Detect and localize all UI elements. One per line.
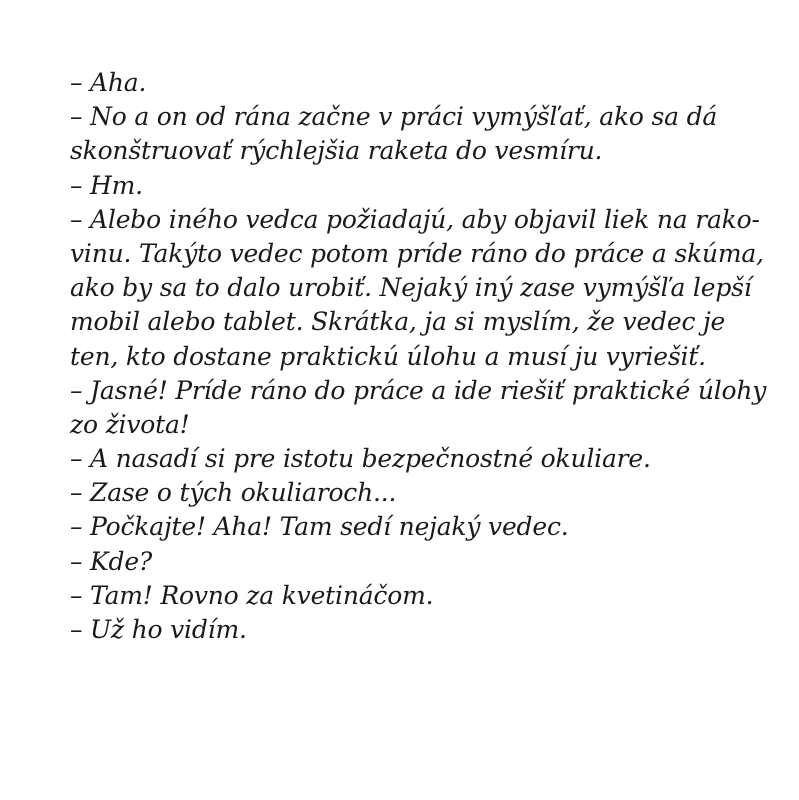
text-line: – Aha. <box>70 68 147 97</box>
text-line: ako by sa to dalo urobiť. Nejaký iný zase vymýšľa lepší <box>70 273 752 303</box>
text-line: – A nasadí si pre istotu bezpečnostné okuliare. <box>70 444 651 474</box>
text-line: – Alebo iného vedca požiadajú, aby objavil liek na rako- <box>70 204 760 234</box>
text-line: – Kde? <box>70 546 153 576</box>
text-line: – Tam! Rovno za kvetináčom. <box>70 580 434 610</box>
text-line: vinu. Takýto vedec potom príde ráno do práce a skúma, <box>70 238 764 268</box>
text-line: zo života! <box>70 409 190 439</box>
text-line: – Už ho vidím. <box>70 615 247 644</box>
text-line: mobil alebo tablet. Skrátka, ja si myslím, že vedec je <box>70 307 726 337</box>
text-line: – Jasné! Príde ráno do práce a ide riešiť praktické úlohy <box>70 375 767 405</box>
text-line: – Počkajte! Aha! Tam sedí nejaký vedec. <box>70 512 569 542</box>
text-line: skonštruovať rýchlejšia raketa do vesmíru. <box>70 136 603 166</box>
text-line: – No a on od rána začne v práci vymýšľať, ako sa dá <box>70 102 718 132</box>
text-line: – Hm. <box>70 170 143 200</box>
dialogue-text <box>70 66 767 647</box>
text-line: – Zase o tých okuliaroch... <box>70 478 397 508</box>
text-line: ten, kto dostane praktickú úlohu a musí ju vyriešiť. <box>70 341 706 371</box>
